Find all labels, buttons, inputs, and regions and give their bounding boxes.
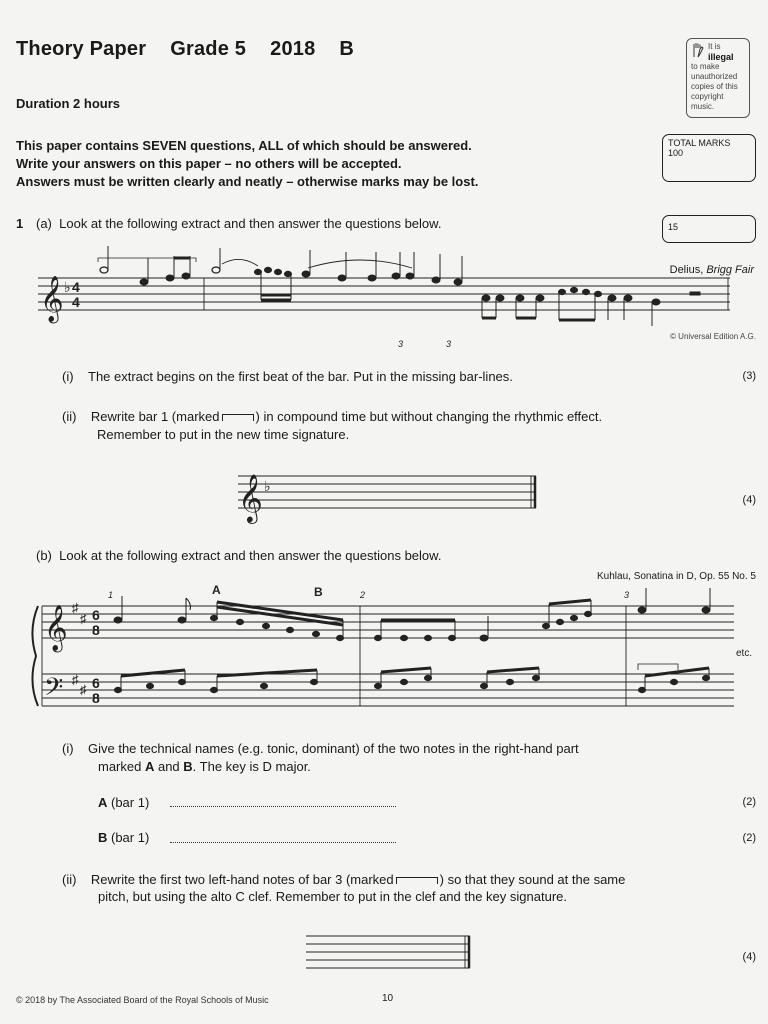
total-marks-value: 100 <box>668 148 684 158</box>
answer-b-label <box>98 830 149 845</box>
question-b-i-label: (i) <box>62 741 74 756</box>
left-hand-notes <box>115 664 710 693</box>
part-b-label: (b) <box>36 548 52 563</box>
marks-answer-b: (2) <box>742 832 756 844</box>
time-sig-bottom: 4 <box>72 294 80 310</box>
bracket-icon <box>222 414 254 421</box>
grade: Grade 5 <box>170 38 247 60</box>
answer-b-bold: B <box>98 830 108 845</box>
text-run: marked <box>98 759 145 774</box>
notice-illegal: illegal <box>708 52 734 62</box>
question-b-ii <box>62 872 625 887</box>
instruction-line: This paper contains SEVEN questions, ALL of which should be answered. <box>16 138 472 153</box>
marks-b-ii: (4) <box>742 951 756 963</box>
sharp-sign: ♯ <box>80 682 87 697</box>
question-a-ii <box>62 409 602 424</box>
bold-b: B <box>183 759 193 774</box>
triplet-mark: 3 <box>446 339 452 349</box>
treble-clef: 𝄞 <box>40 276 64 322</box>
question-b-i <box>62 741 579 756</box>
bracket-icon <box>396 877 438 884</box>
bold-a: A <box>144 759 155 774</box>
publisher-credit: © Universal Edition A.G. <box>670 332 756 341</box>
work-title: Brigg Fair <box>706 264 754 276</box>
question-b-i-line2 <box>98 759 311 774</box>
question-a-i <box>62 369 513 384</box>
question-b-ii-text: ) so that they sound at the same <box>439 872 626 887</box>
note-label-b: B <box>314 585 323 599</box>
time-sig-top: 4 <box>72 279 80 295</box>
question-b-ii-line2: pitch, but using the alto C clef. Remember to put in the clef and the key signature. <box>98 889 567 904</box>
bar-number: 2 <box>360 590 366 600</box>
instruction-line: Answers must be written clearly and neatly – otherwise marks may be lost. <box>16 174 479 189</box>
notice-line: It is <box>708 42 721 51</box>
composer: Delius, <box>669 264 704 276</box>
bar-number: 3 <box>624 590 630 600</box>
question-a-ii-line2: Remember to put in the new time signature. <box>97 427 350 442</box>
total-marks-label: TOTAL MARKS <box>668 138 731 148</box>
question-a-i-label: (i) <box>62 369 74 384</box>
triplet-mark: 3 <box>398 339 404 349</box>
slur <box>308 260 412 268</box>
version: B <box>339 38 355 60</box>
page-number: 10 <box>382 993 394 1004</box>
question-b-ii-label: (ii) <box>62 872 77 887</box>
bass-clef: 𝄢 <box>44 673 64 708</box>
note-label-a: A <box>212 583 221 597</box>
answer-b-field[interactable] <box>170 842 396 843</box>
part-a-label: (a) <box>36 216 52 231</box>
question-b-ii-text: Rewrite the first two left-hand notes of bar 3 (marked <box>90 872 394 887</box>
paper-name: Theory Paper <box>16 38 147 60</box>
brace <box>32 606 38 706</box>
duration: Duration 2 hours <box>16 96 121 111</box>
flat-sign: ♭ <box>64 279 71 295</box>
question-number: 1 <box>16 216 24 231</box>
bracket-bar3 <box>638 664 678 670</box>
tie <box>222 259 258 266</box>
treble-clef: 𝄞 <box>44 605 68 651</box>
text-run: and <box>154 759 184 774</box>
footer-copyright: © 2018 by The Associated Board of the Royal Schools of Music <box>16 995 269 1005</box>
question-a-ii-label: (ii) <box>62 409 77 424</box>
marks-a-ii: (4) <box>742 494 756 506</box>
question-a-i-text: The extract begins on the first beat of the bar. Put in the missing bar-lines. <box>88 369 513 384</box>
year: 2018 <box>270 38 316 60</box>
answer-a-text: (bar 1) <box>107 795 150 810</box>
bar-number: 1 <box>108 590 114 600</box>
time-sig-bottom: 8 <box>92 622 100 638</box>
marks-answer-a: (2) <box>742 796 756 808</box>
flat-sign: ♭ <box>264 478 271 494</box>
sharp-sign: ♯ <box>72 672 79 687</box>
answer-staff-b <box>306 936 470 968</box>
part-a-text: Look at the following extract and then answer the questions below. <box>59 216 442 231</box>
part-b-heading <box>36 548 441 563</box>
time-sig-bottom: 8 <box>92 690 100 706</box>
part-b-source: Kuhlau, Sonatina in D, Op. 55 No. 5 <box>597 571 756 582</box>
part-b-text: Look at the following extract and then answer the questions below. <box>59 548 442 563</box>
notice-rest: to make unauthorized copies of this copyright music. <box>691 62 738 111</box>
question-a-ii-text: ) in compound time but without changing the rhythmic effect. <box>255 409 603 424</box>
time-sig-top: 6 <box>92 607 100 623</box>
answer-a-label <box>98 795 149 810</box>
sharp-sign: ♯ <box>72 600 79 615</box>
answer-a-field[interactable] <box>170 806 396 807</box>
sharp-sign: ♯ <box>80 611 87 626</box>
instruction-line: Write your answers on this paper – no others will be accepted. <box>16 156 402 171</box>
time-sig-top: 6 <box>92 675 100 691</box>
right-hand-notes <box>114 588 710 641</box>
answer-staff-a <box>238 476 536 508</box>
answer-a-bold: A <box>98 795 108 810</box>
question-a-ii-text: Rewrite bar 1 (marked <box>90 409 220 424</box>
treble-clef: 𝄞 <box>238 473 263 522</box>
question-marks-box: 15 <box>662 215 756 243</box>
etc-mark: etc. <box>736 648 753 659</box>
text-run: . The key is D major. <box>192 759 311 774</box>
question-b-i-text: Give the technical names (e.g. tonic, dominant) of the two notes in the right-hand part <box>88 741 579 756</box>
answer-b-text: (bar 1) <box>107 830 150 845</box>
marks-a-i: (3) <box>742 370 756 382</box>
